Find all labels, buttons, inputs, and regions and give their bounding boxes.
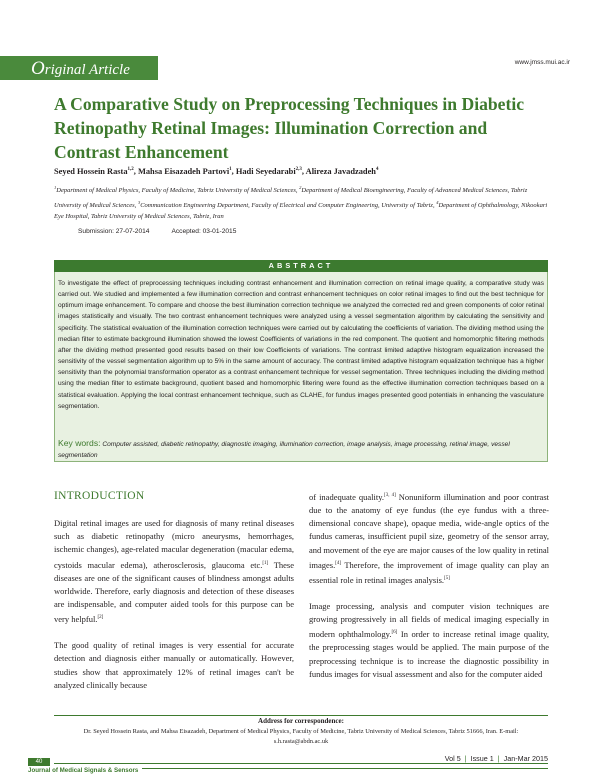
paragraph-text: Image processing, analysis and computer vision techniques are growing progressively in all fields of medical imaging especially in modern ophthalmology. xyxy=(309,600,549,640)
abstract-heading: ABSTRACT xyxy=(54,260,548,272)
paragraph-text: Nonuniform illumination and poor contrast due to the anatomy of eye fundus (the eye fundus with a three-dimensional concave shape), opaque media, wide-angle optics of the fundus cameras, insufficient pupil size, geometry of the sensor array, and movement of the eye are major causes of the low quality in retinal images. xyxy=(309,491,549,570)
section-heading-introduction: INTRODUCTION xyxy=(54,490,145,502)
author-name: Mahsa Eisazadeh Partovi xyxy=(137,167,230,176)
author-name: Seyed Hossein Rasta xyxy=(54,167,128,176)
paragraph-text: The good quality of retinal images is very essential for accurate detection and diagnosis either manually or automatically. However, studies show that approximately 12% of retinal images can't be analyzed clinically because xyxy=(54,640,294,690)
article-dates xyxy=(78,228,236,235)
citation-ref[interactable]: [4] xyxy=(335,560,342,566)
issue-info xyxy=(445,754,548,763)
journal-url[interactable]: www.jmss.mui.ac.ir xyxy=(514,59,570,66)
paragraph xyxy=(309,600,549,681)
separator: | xyxy=(497,754,500,763)
paragraph-text: In order to increase retinal image quality, the preprocessing stages would be applied. The main purpose of the preprocessing technique is to increase the diagnostic possibility in fundus images for visual assessment and also for the computer aided xyxy=(309,629,549,679)
separator: | xyxy=(464,754,467,763)
keywords-list: Computer assisted, diabetic retinopathy, diagnostic imaging, illumination correction, image analysis, image processing, retinal image, vessel segmentation xyxy=(58,441,510,459)
keywords xyxy=(58,438,544,461)
affiliation-text: Department of Medical Bioengineering, Faculty of Advanced Medical Sciences, Tabriz University of Medical Sciences, xyxy=(54,187,528,209)
author-affil-sup: 4 xyxy=(375,167,379,173)
correspondence-label: Address for correspondence: xyxy=(258,717,344,725)
author-name: Alireza Javadzadeh xyxy=(305,167,376,176)
affiliation-sup: 4 xyxy=(436,199,439,205)
page-number: 40 xyxy=(35,759,43,765)
paragraph xyxy=(309,489,549,587)
affiliation-text: Communication Engineering Department, Faculty of Electrical and Computer Engineering, University of Tabriz, xyxy=(140,201,437,209)
author-affil-sup: 1,2 xyxy=(127,167,134,173)
article-type-label xyxy=(31,58,130,80)
submission-date: Submission: 27-07-2014 xyxy=(78,228,150,235)
affiliation-sup: 1 xyxy=(54,185,57,190)
issue-date: Jan-Mar 2015 xyxy=(503,754,548,763)
paragraph-text: of inadequate quality. xyxy=(309,491,385,502)
paragraph-text: These diseases are one of the significant causes of blindness amongst adults worldwide. Therefore, early diagnosis and detection of these diseases are indispensable, and computer aided tools for this purpose can be very helpful. xyxy=(54,559,294,625)
volume: Vol 5 xyxy=(444,754,461,763)
author-affil-sup: 2,3 xyxy=(295,167,302,173)
citation-ref[interactable]: [2] xyxy=(97,615,104,621)
citation-ref[interactable]: [3, 4] xyxy=(384,493,396,498)
correspondence-text: Dr. Seyed Hossein Rasta, and Mahsa Eisazadeh, Department of Medical Physics, Faculty of Medicine, Tabriz University of Medical Sciences, Tabriz 51666, Iran. E-mail: s.h.rasta@abdn.ac.uk xyxy=(83,728,519,746)
affiliation-text: Department of Ophthalmology, Nikookari Eye Hospital, Tabriz University of Medical Sciences, Tabriz, Iran xyxy=(54,201,548,221)
accepted-date: Accepted: 03-01-2015 xyxy=(171,228,237,235)
paragraph xyxy=(54,639,294,692)
affiliation-sup: 3 xyxy=(137,199,141,205)
paragraph-text: Digital retinal images are used for diagnosis of many retinal diseases such as diabetic retinopathy (micro aneurysms, hemorrhages, ischemic changes), age-related macular degeneration (macular edema, cystoids macular edema), atherosclerosis, glaucoma etc. xyxy=(54,518,294,570)
abstract-text: To investigate the effect of preprocessing techniques including contrast enhancement and illumination correction on retinal image quality, a comparative study was carried out. We studied and implemented a few illumination correction and contrast enhancement techniques on color retinal images to find out the best technique for optimum image enhancement. To compare and choose the best illumination correction technique we analyzed the corrected red and green components of color retinal images statistically and visually. The two contrast enhancement techniques were analyzed using a vessel segmentation algorithm by calculating the sensitivity and specificity. The statistical evaluation of the illumination correction techniques were carried out by calculating the coefficients of variation. The dividing method using the median filter to estimate background illumination showed the lowest Coefficients of variations in the red component. The quotient and homomorphic filtering methods after the dividing method presented good results based on their low Coefficients of variations. The contrast limited adaptive histogram equalization increased the sensitivity of the vessel segmentation algorithm up to 5% in the same amount of accuracy. The contrast limited adaptive histogram equalization technique has a higher sensitivity than the polynomial transformation operator as a contrast enhancement technique for vessel segmentation. Three techniques including the dividing method using the median filter to estimate background, quotient based and homomorphic filtering were found as the effective illumination correction techniques based on a statistical evaluation. Applying the local contrast enhancement technique, such as CLAHE, for fundus images presented good potentials in enhancing the vasculature segmentation. xyxy=(58,280,544,410)
citation-ref[interactable]: [1] xyxy=(262,560,269,566)
citation-ref[interactable]: [5] xyxy=(444,575,450,581)
author-name: Hadi Seyedarabi xyxy=(235,167,296,176)
paragraph xyxy=(54,517,294,626)
affiliations xyxy=(54,182,548,223)
author-affil-sup: 1 xyxy=(229,167,232,173)
affiliation-sup: 2 xyxy=(299,185,302,190)
affiliation-text: Department of Medical Physics, Faculty of Medicine, Tabriz University of Medical Sciences, xyxy=(56,187,300,195)
article-type-rest: riginal Article xyxy=(44,62,130,78)
author-list: Seyed Hossein Rasta$^{1,2}$, Mahsa Eisazadeh Partovi$^1$, Hadi Seyedarabi$^{2,3}$, Alireza Javadzadeh$^4$ xyxy=(54,167,379,176)
issue-number: Issue 1 xyxy=(470,754,494,763)
body-column-left xyxy=(54,517,294,705)
keywords-label: Key words: xyxy=(58,438,101,448)
paragraph-text: Therefore, the improvement of image quality can play an essential role in retinal images analysis. xyxy=(309,559,549,585)
body-column-right xyxy=(309,489,549,694)
citation-ref[interactable]: [6] xyxy=(391,630,398,636)
paper-title: A Comparative Study on Preprocessing Techniques in Diabetic Retinopathy Retinal Images: Illumination Correction and Contrast Enhancement xyxy=(54,94,525,162)
article-type-initial: O xyxy=(31,58,45,79)
journal-name: Journal of Medical Signals & Sensors xyxy=(28,767,142,774)
